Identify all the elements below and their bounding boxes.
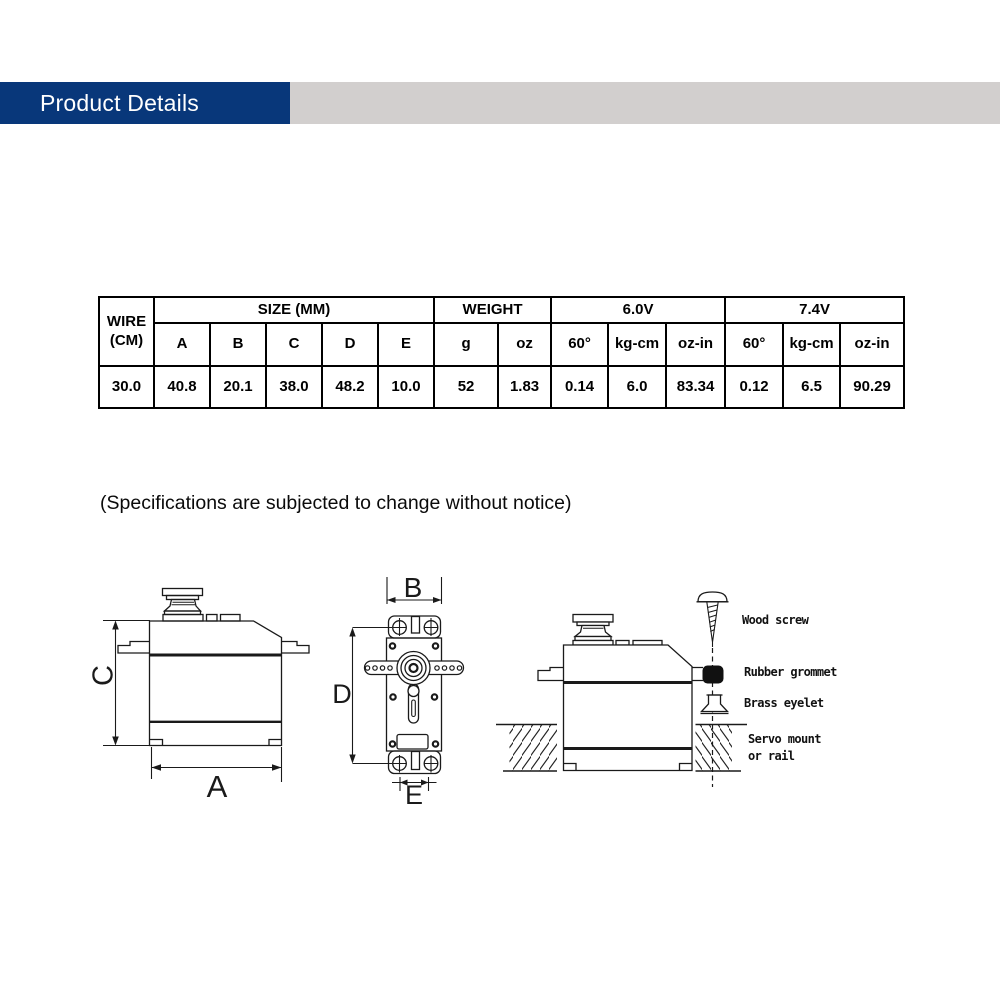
wire-header-line1: WIRE	[106, 312, 147, 330]
page-title: Product Details	[40, 89, 199, 116]
value-cell: 0.14	[551, 366, 608, 408]
col-header: oz	[498, 323, 551, 366]
brass-eyelet-label: Brass eyelet	[744, 696, 824, 710]
wood-screw	[697, 592, 729, 647]
section-header-gray-bar	[290, 82, 1000, 124]
dim-label-c: C	[87, 665, 120, 686]
servo-mount-label-line2: or rail	[748, 749, 795, 763]
value-cell: 10.0	[378, 366, 434, 408]
value-cell: 38.0	[266, 366, 322, 408]
col-header: kg-cm	[608, 323, 666, 366]
servo-mounting-drawing	[490, 588, 750, 793]
value-cell: 0.12	[725, 366, 783, 408]
col-header: oz-in	[840, 323, 904, 366]
value-cell: 6.5	[783, 366, 840, 408]
value-cell: 40.8	[154, 366, 210, 408]
servo-horn	[365, 652, 464, 724]
dim-label-a: A	[206, 769, 228, 804]
col-header: A	[154, 323, 210, 366]
col-header-wire	[99, 297, 154, 366]
group-header-size: SIZE (MM)	[154, 297, 434, 323]
top-mounting-tab	[389, 616, 441, 638]
servo-side-view-drawing	[95, 580, 335, 795]
section-header-bar	[0, 82, 290, 124]
brass-eyelet	[701, 695, 729, 714]
servo-body	[564, 645, 693, 771]
group-header-weight: WEIGHT	[434, 297, 551, 323]
col-header: kg-cm	[783, 323, 840, 366]
value-cell: 6.0	[608, 366, 666, 408]
dim-label-e: E	[404, 780, 423, 810]
dim-label-b: B	[403, 572, 423, 603]
col-header: B	[210, 323, 266, 366]
col-header: oz-in	[666, 323, 725, 366]
servo-mount-label-line1: Servo mount	[748, 732, 821, 746]
wood-screw-label: Wood screw	[742, 613, 809, 627]
value-cell: 52	[434, 366, 498, 408]
value-cell: 83.34	[666, 366, 725, 408]
group-header-6v: 6.0V	[551, 297, 725, 323]
output-shaft	[573, 615, 613, 641]
output-shaft	[163, 589, 203, 615]
spec-table	[98, 296, 905, 409]
right-rail	[696, 725, 733, 772]
servo-body	[150, 621, 282, 746]
spec-change-note: (Specifications are subjected to change without notice)	[100, 492, 572, 514]
col-header: E	[378, 323, 434, 366]
value-cell: 48.2	[322, 366, 378, 408]
group-header-7v: 7.4V	[725, 297, 904, 323]
bottom-mounting-tab	[389, 751, 441, 774]
rubber-grommet-label: Rubber grommet	[744, 665, 837, 679]
col-header: D	[322, 323, 378, 366]
left-rail	[510, 725, 558, 772]
col-header: 60°	[551, 323, 608, 366]
rubber-grommet	[703, 666, 724, 684]
col-header: g	[434, 323, 498, 366]
col-header: C	[266, 323, 322, 366]
value-cell: 90.29	[840, 366, 904, 408]
value-cell: 20.1	[210, 366, 266, 408]
value-cell: 1.83	[498, 366, 551, 408]
value-wire: 30.0	[99, 366, 154, 408]
col-header: 60°	[725, 323, 783, 366]
wire-header-line2: (CM)	[109, 331, 144, 349]
dim-label-d: D	[332, 679, 352, 709]
